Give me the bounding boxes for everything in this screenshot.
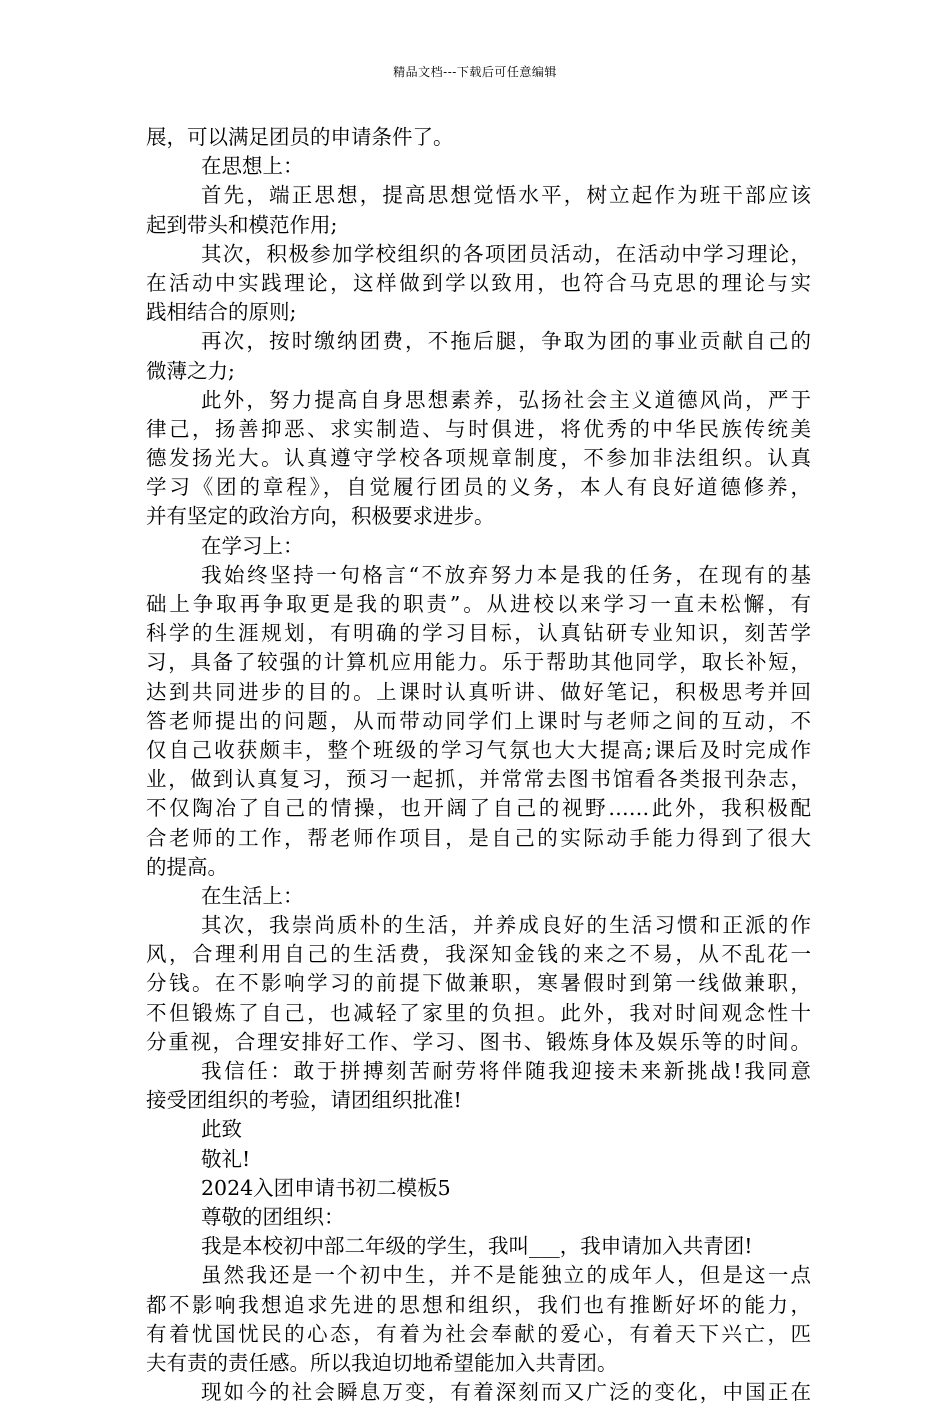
text-line: 接受团组织的考验，请团组织批准! xyxy=(146,1088,462,1113)
text-line: 夫有责的责任感。所以我迫切地希望能加入共青团。 xyxy=(146,1350,618,1375)
text-line: 达到共同进步的目的。上课时认真听讲、做好笔记，积极思考并回 xyxy=(146,679,811,704)
text-line: 仅自己收获颇丰，整个班级的学习气氛也大大提高;课后及时完成作 xyxy=(146,737,811,762)
text-line: 的提高。 xyxy=(146,854,228,879)
text-line: 2024入团申请书初二模板5 xyxy=(201,1175,451,1200)
text-line: 学习《团的章程》，自觉履行团员的义务，本人有良好道德修养， xyxy=(146,475,811,500)
text-line: 分重视，合理安排好工作、学习、图书、锻炼身体及娱乐等的时间。 xyxy=(146,1029,811,1054)
text-line: 业，做到认真复习，预习一起抓，并常常去图书馆看各类报刊杂志， xyxy=(146,767,811,792)
text-line: 在思想上： xyxy=(201,154,304,179)
text-line: 尊敬的团组织： xyxy=(201,1204,345,1229)
text-line: 首先，端正思想，提高思想觉悟水平，树立起作为班干部应该 xyxy=(201,183,811,208)
text-line: 答老师提出的问题，从而带动同学们上课时与老师之间的互动，不 xyxy=(146,708,811,733)
text-line: 微薄之力; xyxy=(146,358,235,383)
text-line: 在学习上： xyxy=(201,533,304,558)
text-line: 律己，扬善抑恶、求实制造、与时俱进，将优秀的中华民族传统美 xyxy=(146,416,811,441)
text-line: 我始终坚持一句格言“不放弃努力本是我的任务，在现有的基 xyxy=(201,562,811,587)
text-line: 不仅陶冶了自己的情操，也开阔了自己的视野……此外，我积极配 xyxy=(146,796,811,821)
text-line: 风，合理利用自己的生活费，我深知金钱的来之不易，从不乱花一 xyxy=(146,942,811,967)
text-line: 并有坚定的政治方向，积极要求进步。 xyxy=(146,504,495,529)
text-line: 础上争取再争取更是我的职责”。从进校以来学习一直未松懈，有 xyxy=(146,592,811,616)
text-line: 合老师的工作，帮老师作项目，是自己的实际动手能力得到了很大 xyxy=(146,825,811,850)
page-header: 精品文档---下载后可任意编辑 xyxy=(393,65,557,79)
document-body xyxy=(146,123,811,1407)
text-line: 展，可以满足团员的申请条件了。 xyxy=(146,125,454,149)
text-line: 我是本校初中部二年级的学生，我叫___，我申请加入共青团! xyxy=(201,1234,753,1259)
text-line: 科学的生涯规划，有明确的学习目标，认真钻研专业知识，刻苦学 xyxy=(146,621,811,646)
text-line: 再次，按时缴纳团费，不拖后腿，争取为团的事业贡献自己的 xyxy=(201,329,811,354)
text-line: 不但锻炼了自己，也减轻了家里的负担。此外，我对时间观念性十 xyxy=(146,1000,811,1025)
text-line: 我信任：敢于拼搏刻苦耐劳将伴随我迎接未来新挑战!我同意 xyxy=(201,1059,811,1083)
text-line: 践相结合的原则; xyxy=(146,300,297,325)
text-line: 习，具备了较强的计算机应用能力。乐于帮助其他同学，取长补短， xyxy=(146,650,811,675)
text-line: 分钱。在不影响学习的前提下做兼职，寒暑假时到第一线做兼职， xyxy=(146,971,811,996)
text-line: 有着忧国忧民的心态，有着为社会奉献的爱心，有着天下兴亡，匹 xyxy=(146,1321,811,1346)
text-line: 在生活上： xyxy=(201,883,304,908)
text-line: 敬礼! xyxy=(201,1146,251,1171)
text-line: 虽然我还是一个初中生，并不是能独立的成年人，但是这一点 xyxy=(201,1263,811,1288)
text-line: 其次，我崇尚质朴的生活，并养成良好的生活习惯和正派的作 xyxy=(201,913,811,938)
text-line: 其次，积极参加学校组织的各项团员活动，在活动中学习理论， xyxy=(201,241,811,266)
text-line: 在活动中实践理论，这样做到学以致用，也符合马克思的理论与实 xyxy=(146,270,811,295)
text-line: 现如今的社会瞬息万变，有着深刻而又广泛的变化，中国正在 xyxy=(201,1380,811,1405)
text-line: 德发扬光大。认真遵守学校各项规章制度，不参加非法组织。认真 xyxy=(146,446,811,471)
text-line: 此致 xyxy=(201,1117,242,1142)
text-line: 起到带头和模范作用; xyxy=(146,212,338,237)
text-line: 此外，努力提高自身思想素养，弘扬社会主义道德风尚，严于 xyxy=(201,387,811,412)
text-line: 都不影响我想追求先进的思想和组织，我们也有推断好坏的能力， xyxy=(146,1292,811,1317)
